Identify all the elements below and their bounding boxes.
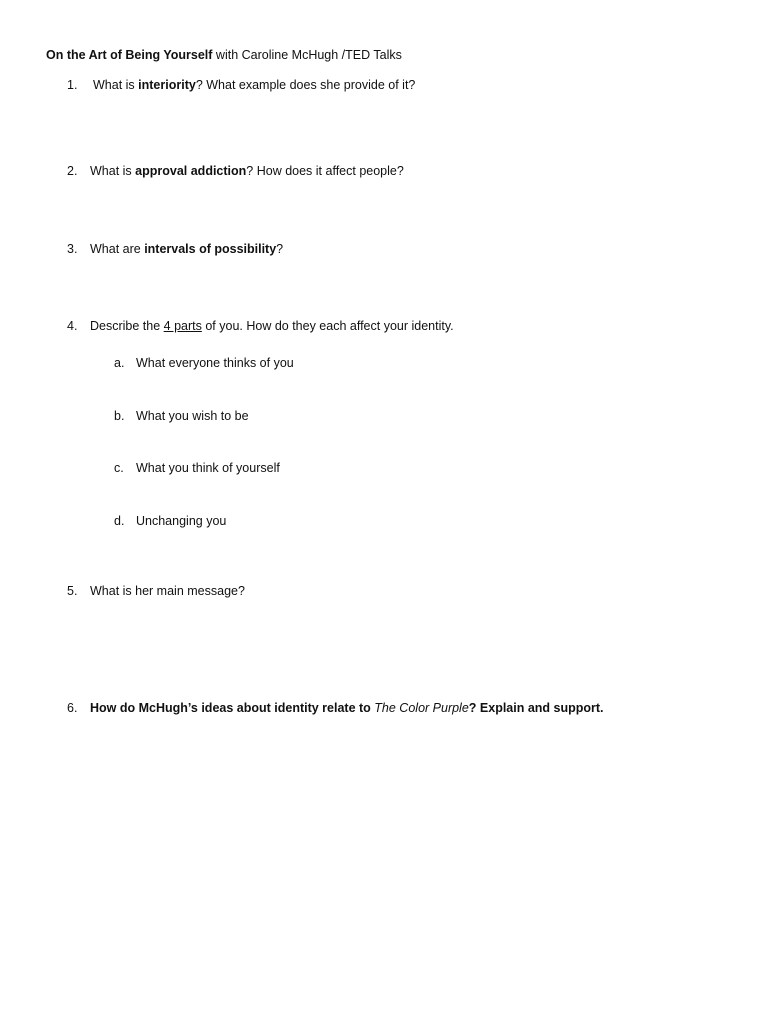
book-title-the-color-purple: The Color Purple — [374, 701, 469, 715]
question-number: 5. — [67, 584, 78, 598]
question-text-part: ? — [276, 242, 284, 256]
question-text — [90, 242, 283, 256]
sub-item-text: What you wish to be — [136, 409, 249, 423]
term-4-parts: 4 parts — [163, 319, 202, 333]
sub-item-text: What everyone thinks of you — [136, 356, 294, 370]
question-text-part: What is — [90, 164, 136, 178]
question-text-part: ? Explain and support. — [468, 701, 604, 715]
term-approval-addiction: approval addiction — [135, 164, 247, 178]
question-text-part: How do McHugh’s ideas about identity relate to — [90, 701, 375, 715]
question-number: 1. — [67, 78, 78, 92]
question-text-part: Describe the — [90, 319, 164, 333]
question-text — [90, 319, 454, 333]
title-rest-part: with Caroline McHugh /TED Talks — [212, 48, 402, 62]
question-text-part: ? How does it affect people? — [246, 164, 404, 178]
question-number: 2. — [67, 164, 78, 178]
question-text-part: ? What example does she provide of it? — [195, 78, 416, 92]
question-text-part: of you. How do they each affect your identity. — [201, 319, 454, 333]
question-text — [93, 78, 415, 92]
sub-item-letter: c. — [114, 461, 124, 475]
sub-item-text: Unchanging you — [136, 514, 227, 528]
question-text: What is her main message? — [90, 584, 245, 598]
title-bold-part: On the Art of Being Yourself — [46, 48, 213, 62]
question-number: 6. — [67, 701, 78, 715]
question-number: 3. — [67, 242, 78, 256]
sub-item-letter: a. — [114, 356, 125, 370]
worksheet-title — [46, 48, 402, 62]
question-text — [90, 164, 404, 178]
question-text — [90, 701, 604, 715]
term-interiority: interiority — [138, 78, 196, 92]
sub-item-letter: d. — [114, 514, 125, 528]
sub-item-text: What you think of yourself — [136, 461, 280, 475]
question-text-part: What are — [90, 242, 145, 256]
question-number: 4. — [67, 319, 78, 333]
sub-item-letter: b. — [114, 409, 125, 423]
question-text-part: What is — [93, 78, 139, 92]
term-intervals-of-possibility: intervals of possibility — [144, 242, 277, 256]
